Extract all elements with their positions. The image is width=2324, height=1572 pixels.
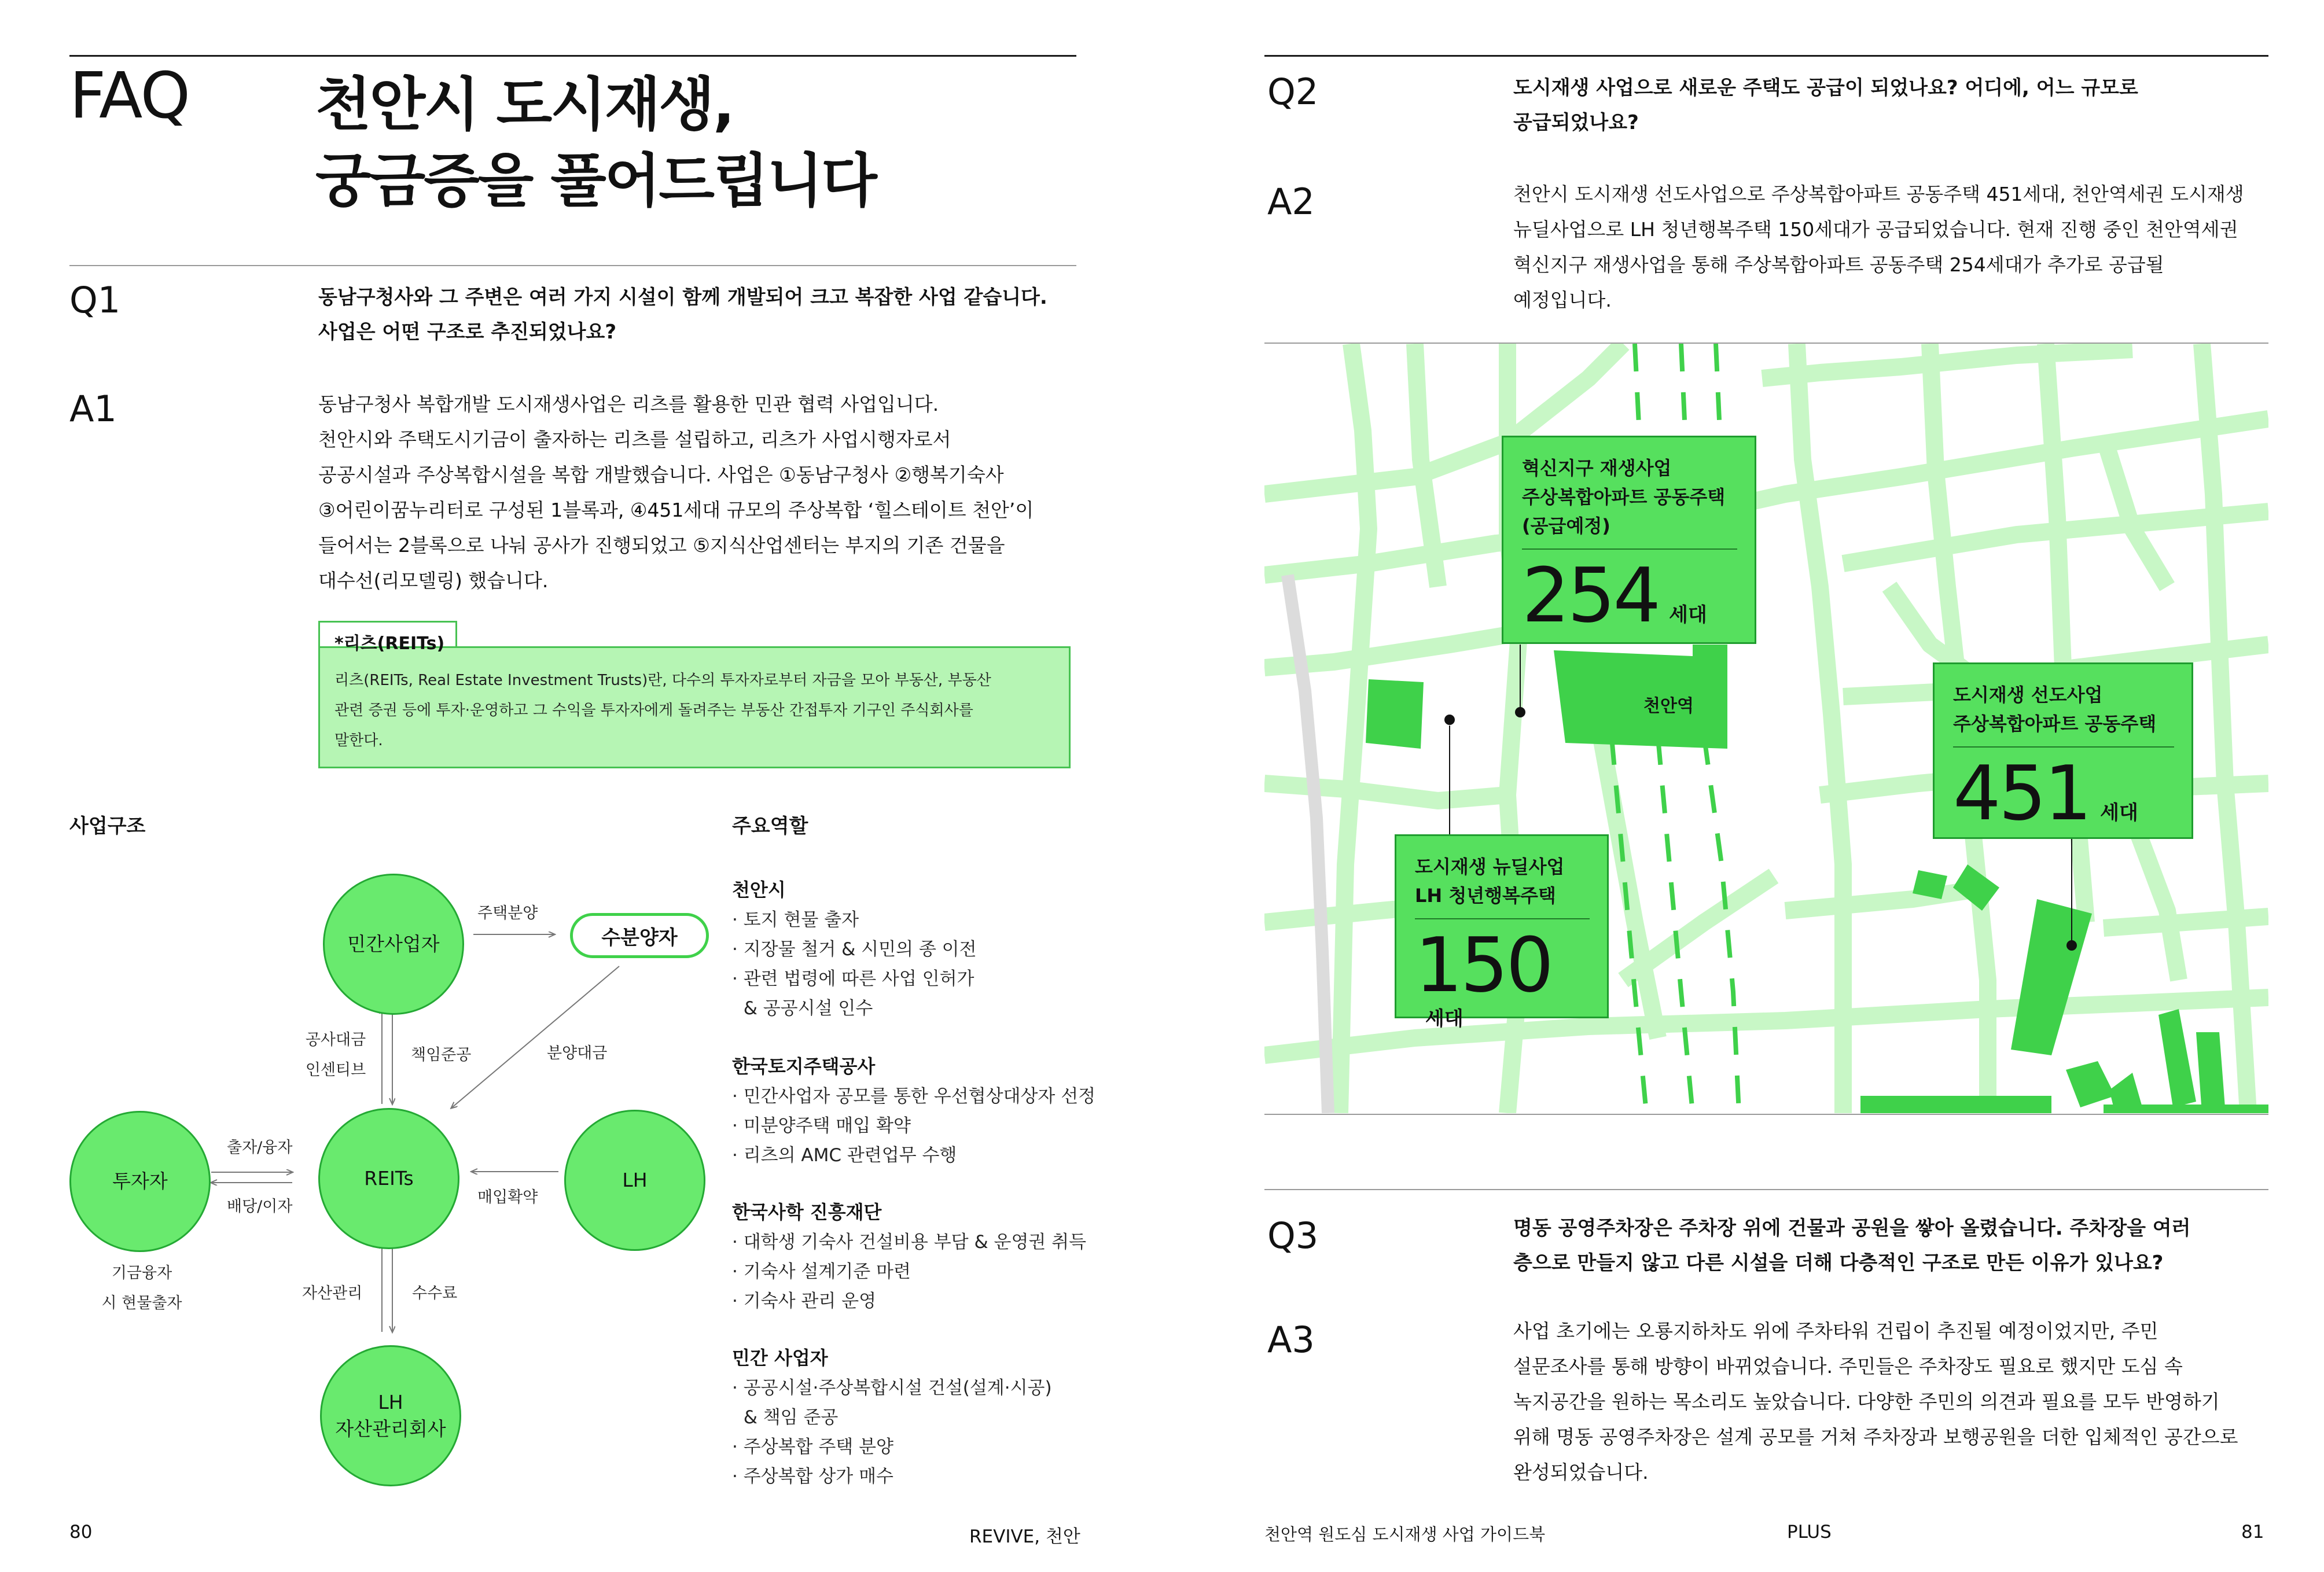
label-line: 인센티브	[305, 1061, 366, 1079]
label-purchase-commit: 매입확약	[477, 1188, 538, 1206]
callout-number: 254	[1522, 551, 1659, 639]
a3-answer	[1513, 1313, 2238, 1490]
footer-section: PLUS	[1787, 1522, 1832, 1542]
role-group-kfpp	[732, 1198, 1086, 1316]
node-investor: 투자자	[69, 1111, 211, 1252]
node-lh: LH	[564, 1110, 705, 1251]
role-group-name: 한국사학 진흥재단	[732, 1201, 882, 1223]
footer-guidebook: 천안역 원도심 도시재생 사업 가이드북	[1264, 1525, 1546, 1544]
a1-answer	[318, 386, 1034, 598]
label-construction-fee	[301, 1025, 370, 1085]
divider-q3	[1264, 1189, 2268, 1190]
reits-line: 말한다.	[334, 732, 383, 749]
divider-q1	[69, 265, 1076, 266]
q2-question	[1513, 71, 2138, 140]
a3-line: 완성되었습니다.	[1513, 1461, 1649, 1483]
callout-new-deal	[1395, 834, 1609, 1030]
callout-unit: 세대	[2100, 801, 2138, 824]
q1-line: 동남구청사와 그 주변은 여러 가지 시설이 함께 개발되어 크고 복잡한 사업 같습니다.	[318, 286, 1047, 309]
callout-title-line: 주상복합아파트 공동주택	[1522, 486, 1726, 508]
role-item: · 리츠의 AMC 관련업무 수행	[732, 1145, 957, 1166]
faq-label: FAQ	[69, 58, 190, 132]
map-bottom-rule	[1264, 1114, 2268, 1115]
callout-number: 150	[1415, 921, 1552, 1009]
role-item: · 관련 법령에 따른 사업 인허가	[732, 969, 975, 989]
label-invest-loan: 출자/융자	[227, 1139, 293, 1157]
role-item: · 지장물 철거 & 시민의 종 이전	[732, 939, 977, 960]
callout-title-line: 주상복합아파트 공동주택	[1953, 713, 2157, 735]
a3-line: 설문조사를 통해 방향이 바뀌었습니다. 주민들은 주차장도 필요로 했지만 도심 속	[1513, 1355, 2183, 1378]
q2-line: 도시재생 사업으로 새로운 주택도 공급이 되었나요? 어디에, 어느 규모로	[1513, 76, 2138, 100]
q2-label: Q2	[1267, 71, 1319, 113]
structure-heading: 사업구조	[69, 815, 146, 838]
q1-label: Q1	[69, 279, 121, 321]
q1-line: 사업은 어떤 구조로 추진되었나요?	[318, 321, 617, 344]
role-group-private	[732, 1343, 1052, 1492]
top-rule-left	[69, 55, 1076, 57]
a2-line: 천안시 도시재생 선도사업으로 주상복합아파트 공동주택 451세대, 천안역세권 도시재생	[1513, 183, 2244, 205]
callout-unit: 세대	[1669, 603, 1707, 627]
callout-title-line: (공급예정)	[1522, 515, 1610, 537]
node-lh-asset-management	[320, 1345, 461, 1486]
role-item: · 공공시설·주상복합시설 건설(설계·시공)	[732, 1378, 1052, 1398]
reits-note-body	[334, 665, 1058, 756]
callout-title-line: 도시재생 선도사업	[1953, 684, 2103, 706]
role-item: · 토지 현물 출자	[732, 910, 859, 930]
a3-line: 위해 명동 공영주차장은 설계 공모를 거쳐 주차장과 보행공원을 더한 입체적인 공간으로	[1513, 1426, 2238, 1448]
q2-line: 공급되었나요?	[1513, 111, 1639, 134]
label-fund-loan	[90, 1258, 194, 1319]
label-dividend: 배당/이자	[227, 1198, 293, 1216]
role-item: · 주상복합 주택 분양	[732, 1437, 893, 1457]
role-group-cheonan	[732, 875, 977, 1024]
label-line: 기금융자	[111, 1264, 172, 1282]
reits-line: 리츠(REITs, Real Estate Investment Trusts)란, 다수의 투자자로부터 자금을 모아 부동산, 부동산	[334, 672, 991, 689]
q3-question	[1513, 1211, 2190, 1280]
a2-line: 혁신지구 재생사업을 통해 주상복합아파트 공동주택 254세대가 추가로 공급될	[1513, 253, 2164, 276]
callout-title-line: 도시재생 뉴딜사업	[1415, 856, 1565, 878]
label-housing-sale: 주택분양	[477, 904, 538, 922]
label-fee: 수수료	[412, 1284, 458, 1302]
a2-line: 뉴딜사업으로 LH 청년행복주택 150세대가 공급되었습니다. 현재 진행 중인 천안역세권	[1513, 218, 2238, 241]
role-item: · 기숙사 설계기준 마련	[732, 1261, 911, 1282]
label-sale-proceeds: 분양대금	[547, 1044, 608, 1062]
role-item: & 공공시설 인수	[732, 998, 873, 1019]
label-line: 시 현물출자	[101, 1294, 182, 1312]
label-asset-management: 자산관리	[302, 1284, 363, 1302]
top-rule-right	[1264, 55, 2268, 57]
a1-line: 천안시와 주택도시기금이 출자하는 리츠를 설립하고, 리츠가 사업시행자로서	[318, 428, 951, 451]
a1-line: 대수선(리모델링) 했습니다.	[318, 569, 549, 592]
a2-label: A2	[1267, 181, 1315, 223]
a3-label: A3	[1267, 1319, 1315, 1361]
footer-series: REVIVE, 천안	[969, 1526, 1080, 1547]
callout-title-line: LH 청년행복주택	[1415, 885, 1556, 907]
role-group-name: 천안시	[732, 879, 786, 901]
page-number-right: 81	[2241, 1522, 2264, 1542]
page-number-left: 80	[69, 1522, 93, 1542]
callout-number: 451	[1953, 749, 2090, 837]
title-line-2: 궁금증을 풀어드립니다	[315, 147, 876, 215]
callout-title-line: 혁신지구 재생사업	[1522, 457, 1672, 479]
node-buyer: 수분양자	[570, 913, 709, 958]
a3-line: 사업 초기에는 오룡지하차도 위에 주차타워 건립이 추진될 예정이었지만, 주민	[1513, 1320, 2158, 1342]
callout-divider	[1953, 746, 2174, 748]
a1-line: 공공시설과 주상복합시설을 복합 개발했습니다. 사업은 ①동남구청사 ②행복기숙사	[318, 463, 1004, 486]
callout-divider	[1522, 548, 1737, 550]
role-group-name: 민간 사업자	[732, 1347, 828, 1369]
q3-line: 명동 공영주차장은 주차장 위에 건물과 공원을 쌓아 올렸습니다. 주차장을 여러	[1513, 1217, 2191, 1240]
label-line: 공사대금	[305, 1031, 366, 1049]
amc-label-line: LH	[378, 1391, 403, 1413]
a1-line: 들어서는 2블록으로 나눠 공사가 진행되었고 ⑤지식산업센터는 부지의 기존 건물을	[318, 534, 1005, 557]
node-private-developer: 민간사업자	[323, 874, 464, 1015]
callout-unit: 세대	[1425, 1007, 1463, 1030]
q1-question	[318, 280, 1047, 349]
q3-label: Q3	[1267, 1214, 1319, 1257]
role-item: · 민간사업자 공모를 통한 우선협상대상자 선정	[732, 1086, 1096, 1107]
role-item: · 대학생 기숙사 건설비용 부담 & 운영권 취득	[732, 1232, 1087, 1253]
title-line-1: 천안시 도시재생,	[315, 71, 734, 138]
role-group-name: 한국토지주택공사	[732, 1055, 876, 1077]
label-responsibility: 책임준공	[411, 1046, 472, 1064]
role-item: · 기숙사 관리 운영	[732, 1291, 877, 1312]
amc-label-line: 자산관리회사	[335, 1418, 446, 1440]
role-group-lh	[732, 1052, 1095, 1170]
role-item: & 책임 준공	[732, 1407, 839, 1428]
q3-line: 층으로 만들지 않고 다른 시설을 더해 다층적인 구조로 만든 이유가 있나요?	[1513, 1251, 2164, 1275]
callout-lead-project	[1933, 662, 2193, 839]
roles-heading: 주요역할	[732, 815, 808, 838]
a1-line: ③어린이꿈누리터로 구성된 1블록과, ④451세대 규모의 주상복합 ‘힐스테이트 천안’이	[318, 499, 1034, 521]
a1-line: 동남구청사 복합개발 도시재생사업은 리츠를 활용한 민관 협력 사업입니다.	[318, 393, 939, 415]
callout-innovation-district	[1502, 436, 1756, 644]
station-label: 천안역	[1643, 696, 1694, 716]
reits-line: 관련 증권 등에 투자·운영하고 그 수익을 투자자에게 돌려주는 부동산 간접투자 기구인 주식회사를	[334, 702, 973, 719]
a3-line: 녹지공간을 원하는 목소리도 높았습니다. 다양한 주민의 의견과 필요를 모두 반영하기	[1513, 1390, 2220, 1413]
node-reits: REITs	[318, 1108, 459, 1249]
a2-answer	[1513, 176, 2244, 318]
a1-label: A1	[69, 388, 117, 430]
callout-divider	[1415, 918, 1590, 919]
role-item: · 미분양주택 매입 확약	[732, 1116, 911, 1136]
a2-line: 예정입니다.	[1513, 289, 1612, 311]
reits-note-title: *리츠(REITs)	[334, 634, 445, 654]
page-title	[315, 67, 876, 219]
role-item: · 주상복합 상가 매수	[732, 1466, 893, 1487]
